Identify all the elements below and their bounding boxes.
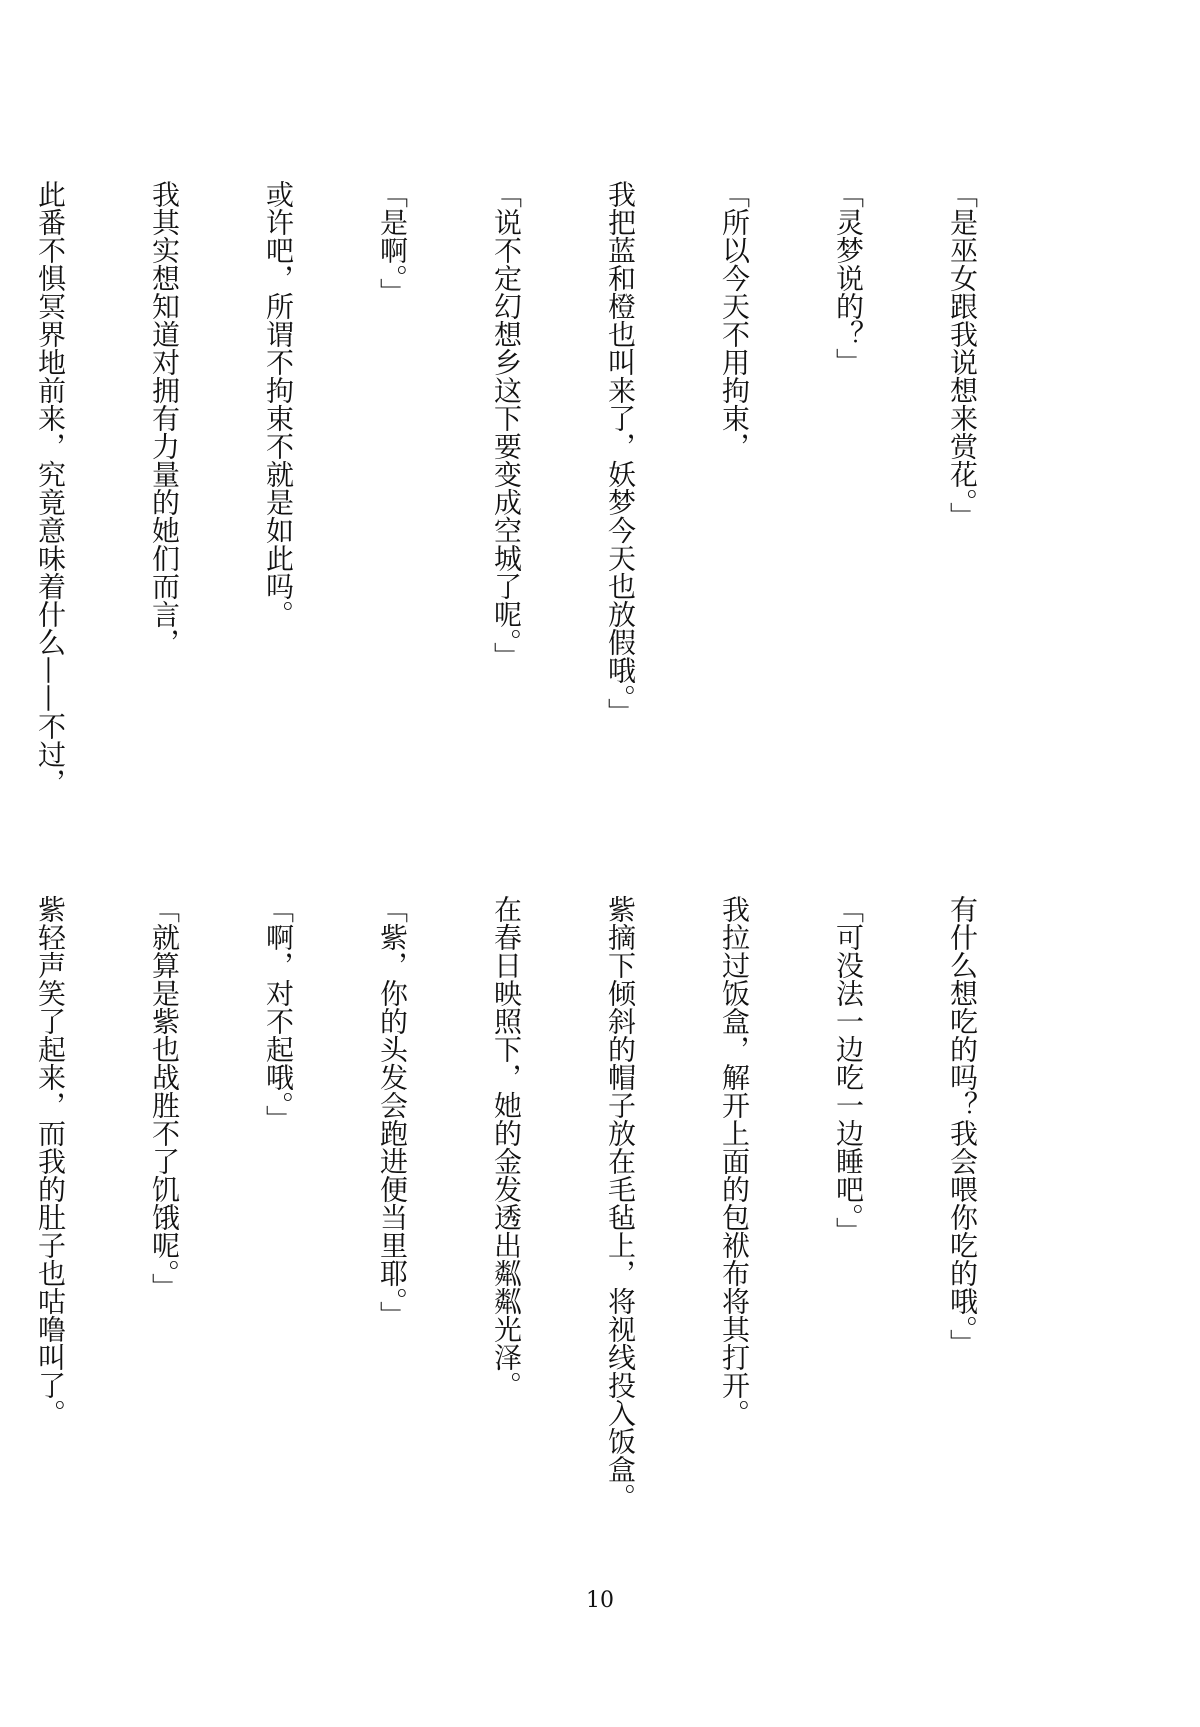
text-line: 紫摘下倾斜的帽子放在毛毡上，将视线投入饭盒。 bbox=[604, 895, 637, 1511]
page-number: 10 bbox=[586, 1588, 614, 1613]
text-line: 在春日映照下，她的金发透出粼粼光泽。 bbox=[490, 895, 523, 1399]
text-line: 「啊，对不起哦。」 bbox=[262, 895, 295, 1133]
text-line: 「是巫女跟我说想来赏花。」 bbox=[946, 180, 979, 530]
text-line: 「可没法一边吃一边睡吧。」 bbox=[832, 895, 865, 1245]
text-line: 「所以今天不用拘束， bbox=[718, 180, 751, 460]
text-block-top bbox=[0, 180, 1057, 796]
text-line: 紫轻声笑了起来，而我的肚子也咕噜叫了。 bbox=[34, 895, 67, 1427]
text-line: 我把蓝和橙也叫来了，妖梦今天也放假哦。」 bbox=[604, 180, 637, 726]
text-line: 「灵梦说的？」 bbox=[832, 180, 865, 376]
text-line: 「紫，你的头发会跑进便当里耶。」 bbox=[376, 895, 409, 1329]
text-line: 我其实想知道对拥有力量的她们而言， bbox=[148, 180, 181, 656]
text-line: 「是啊。」 bbox=[376, 180, 409, 306]
text-line: 此番不惧冥界地前来，究竟意味着什么——不过， bbox=[34, 180, 67, 796]
text-block-bottom bbox=[0, 895, 1057, 1511]
text-line: 有什么想吃的吗？我会喂你吃的哦。」 bbox=[946, 895, 979, 1357]
text-line: 「说不定幻想乡这下要变成空城了呢。」 bbox=[490, 180, 523, 670]
text-line: 「就算是紫也战胜不了饥饿呢。」 bbox=[148, 895, 181, 1301]
text-line: 我拉过饭盒，解开上面的包袱布将其打开。 bbox=[718, 895, 751, 1427]
text-line: 或许吧，所谓不拘束不就是如此吗。 bbox=[262, 180, 295, 628]
